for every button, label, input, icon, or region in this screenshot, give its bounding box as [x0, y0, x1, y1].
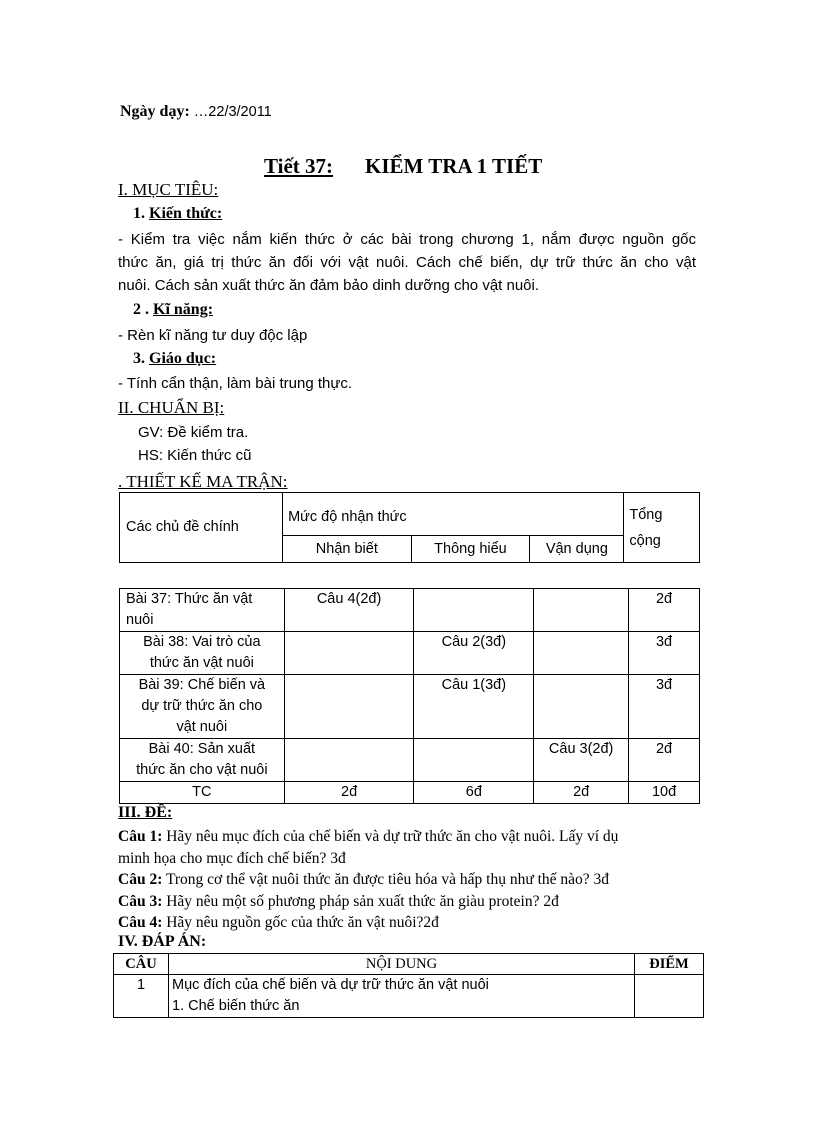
totals-vd-cell: 2đ: [534, 782, 629, 804]
th-cell: [414, 589, 534, 632]
topic-cell: Bài 37: Thức ăn vật nuôi: [120, 589, 285, 632]
nb-cell: [284, 675, 414, 739]
level-th-header: Thông hiểu: [411, 536, 530, 563]
th-cell: Câu 2(3đ): [414, 632, 534, 675]
topic-header-cell: Các chủ đề chính: [120, 493, 283, 563]
nb-cell: [284, 632, 414, 675]
vd-cell: [534, 675, 629, 739]
answer-col-score-header: ĐIỂM: [635, 954, 704, 975]
section4-heading: IV. ĐÁP ÁN:: [118, 933, 207, 950]
question-item: Câu 4: Hãy nêu nguồn gốc của thức ăn vật nuôi?2đ: [118, 914, 439, 931]
matrix-body-table: [119, 588, 700, 804]
level-header-cell: Mức độ nhận thức: [283, 493, 624, 536]
question-item: Câu 2: Trong cơ thể vật nuôi thức ăn được tiêu hóa và hấp thụ như thế nào? 3đ: [118, 871, 610, 888]
total-cell: 3đ: [629, 675, 700, 739]
answer-col-num-header: CÂU: [114, 954, 169, 975]
answer-score-cell: [635, 975, 704, 1018]
topic-cell: Bài 38: Vai trò của thức ăn vật nuôi: [120, 632, 285, 675]
matrix-totals-row: [120, 782, 700, 804]
total-header-cell: Tổng cộng: [624, 493, 700, 563]
hs-line: HS: Kiến thức cũ: [138, 447, 252, 464]
education-text: - Tính cẩn thận, làm bài trung thực.: [118, 375, 353, 392]
section3-heading: III. ĐỀ:: [118, 804, 173, 821]
teaching-date: [120, 103, 272, 121]
totals-nb-cell: 2đ: [284, 782, 414, 804]
knowledge-heading: 1. Kiến thức:: [133, 205, 223, 222]
matrix-heading: . THIẾT KẾ MA TRẬN:: [118, 472, 288, 491]
answer-row: [114, 975, 704, 1018]
total-cell: 2đ: [629, 589, 700, 632]
date-label: Ngày dạy:: [120, 103, 190, 120]
nb-cell: [284, 739, 414, 782]
question-item: Câu 3: Hãy nêu một số phương pháp sản xuất thức ăn giàu protein? 2đ: [118, 892, 559, 910]
answer-table: [113, 953, 704, 1018]
vd-cell: [534, 632, 629, 675]
totals-th-cell: 6đ: [414, 782, 534, 804]
knowledge-text: - Kiểm tra việc nắm kiến thức ở các bài trong chương 1, nắm được nguồn gốc thức ăn, giá trị thức ăn đối với vật nuôi. Cách chế biến, dự trữ thức ăn cho vật nuôi. Cách sản xuất thức ăn đảm bảo dinh dưỡng cho vật nuôi.: [118, 231, 696, 294]
nb-cell: Câu 4(2đ): [284, 589, 414, 632]
totals-total-cell: 10đ: [629, 782, 700, 804]
matrix-row: [120, 632, 700, 675]
gv-line: GV: Đề kiểm tra.: [138, 424, 249, 441]
section2-heading: II. CHUẨN BỊ:: [118, 398, 225, 417]
period-label: Tiết 37:: [264, 154, 334, 178]
question-list: [118, 826, 698, 934]
total-cell: 2đ: [629, 739, 700, 782]
answer-num-cell: 1: [114, 975, 169, 1018]
level-vd-header: Vận dụng: [530, 536, 624, 563]
matrix-row: [120, 589, 700, 632]
answer-col-content-header: NỘI DUNG: [169, 954, 635, 975]
skills-heading: 2 . Kĩ năng:: [133, 301, 214, 318]
th-cell: Câu 1(3đ): [414, 675, 534, 739]
skills-text: - Rèn kĩ năng tư duy độc lập: [118, 327, 308, 344]
topic-cell: Bài 40: Sản xuất thức ăn cho vật nuôi: [120, 739, 285, 782]
th-cell: [414, 739, 534, 782]
education-heading: 3. Giáo dục:: [133, 350, 217, 367]
matrix-row: [120, 675, 700, 739]
topic-cell: Bài 39: Chế biến và dự trữ thức ăn cho vật nuôi: [120, 675, 285, 739]
section1-heading: I. MỤC TIÊU:: [118, 180, 219, 199]
level-nb-header: Nhận biết: [283, 536, 412, 563]
page-title: [264, 154, 542, 179]
vd-cell: [534, 589, 629, 632]
matrix-row: [120, 739, 700, 782]
date-value: …22/3/2011: [189, 104, 272, 120]
total-cell: 3đ: [629, 632, 700, 675]
totals-label-cell: TC: [120, 782, 285, 804]
question-item: Câu 1: Hãy nêu mục đích của chế biến và dự trữ thức ăn cho vật nuôi. Lấy ví dụ minh họa cho mục đích chế biến? 3đ: [118, 828, 619, 867]
matrix-header-table: [119, 492, 700, 563]
answer-content-cell: Mục đích của chế biến và dự trữ thức ăn vật nuôi 1. Chế biến thức ăn: [169, 975, 635, 1018]
vd-cell: Câu 3(2đ): [534, 739, 629, 782]
title-text: KIỂM TRA 1 TIẾT: [365, 154, 543, 178]
